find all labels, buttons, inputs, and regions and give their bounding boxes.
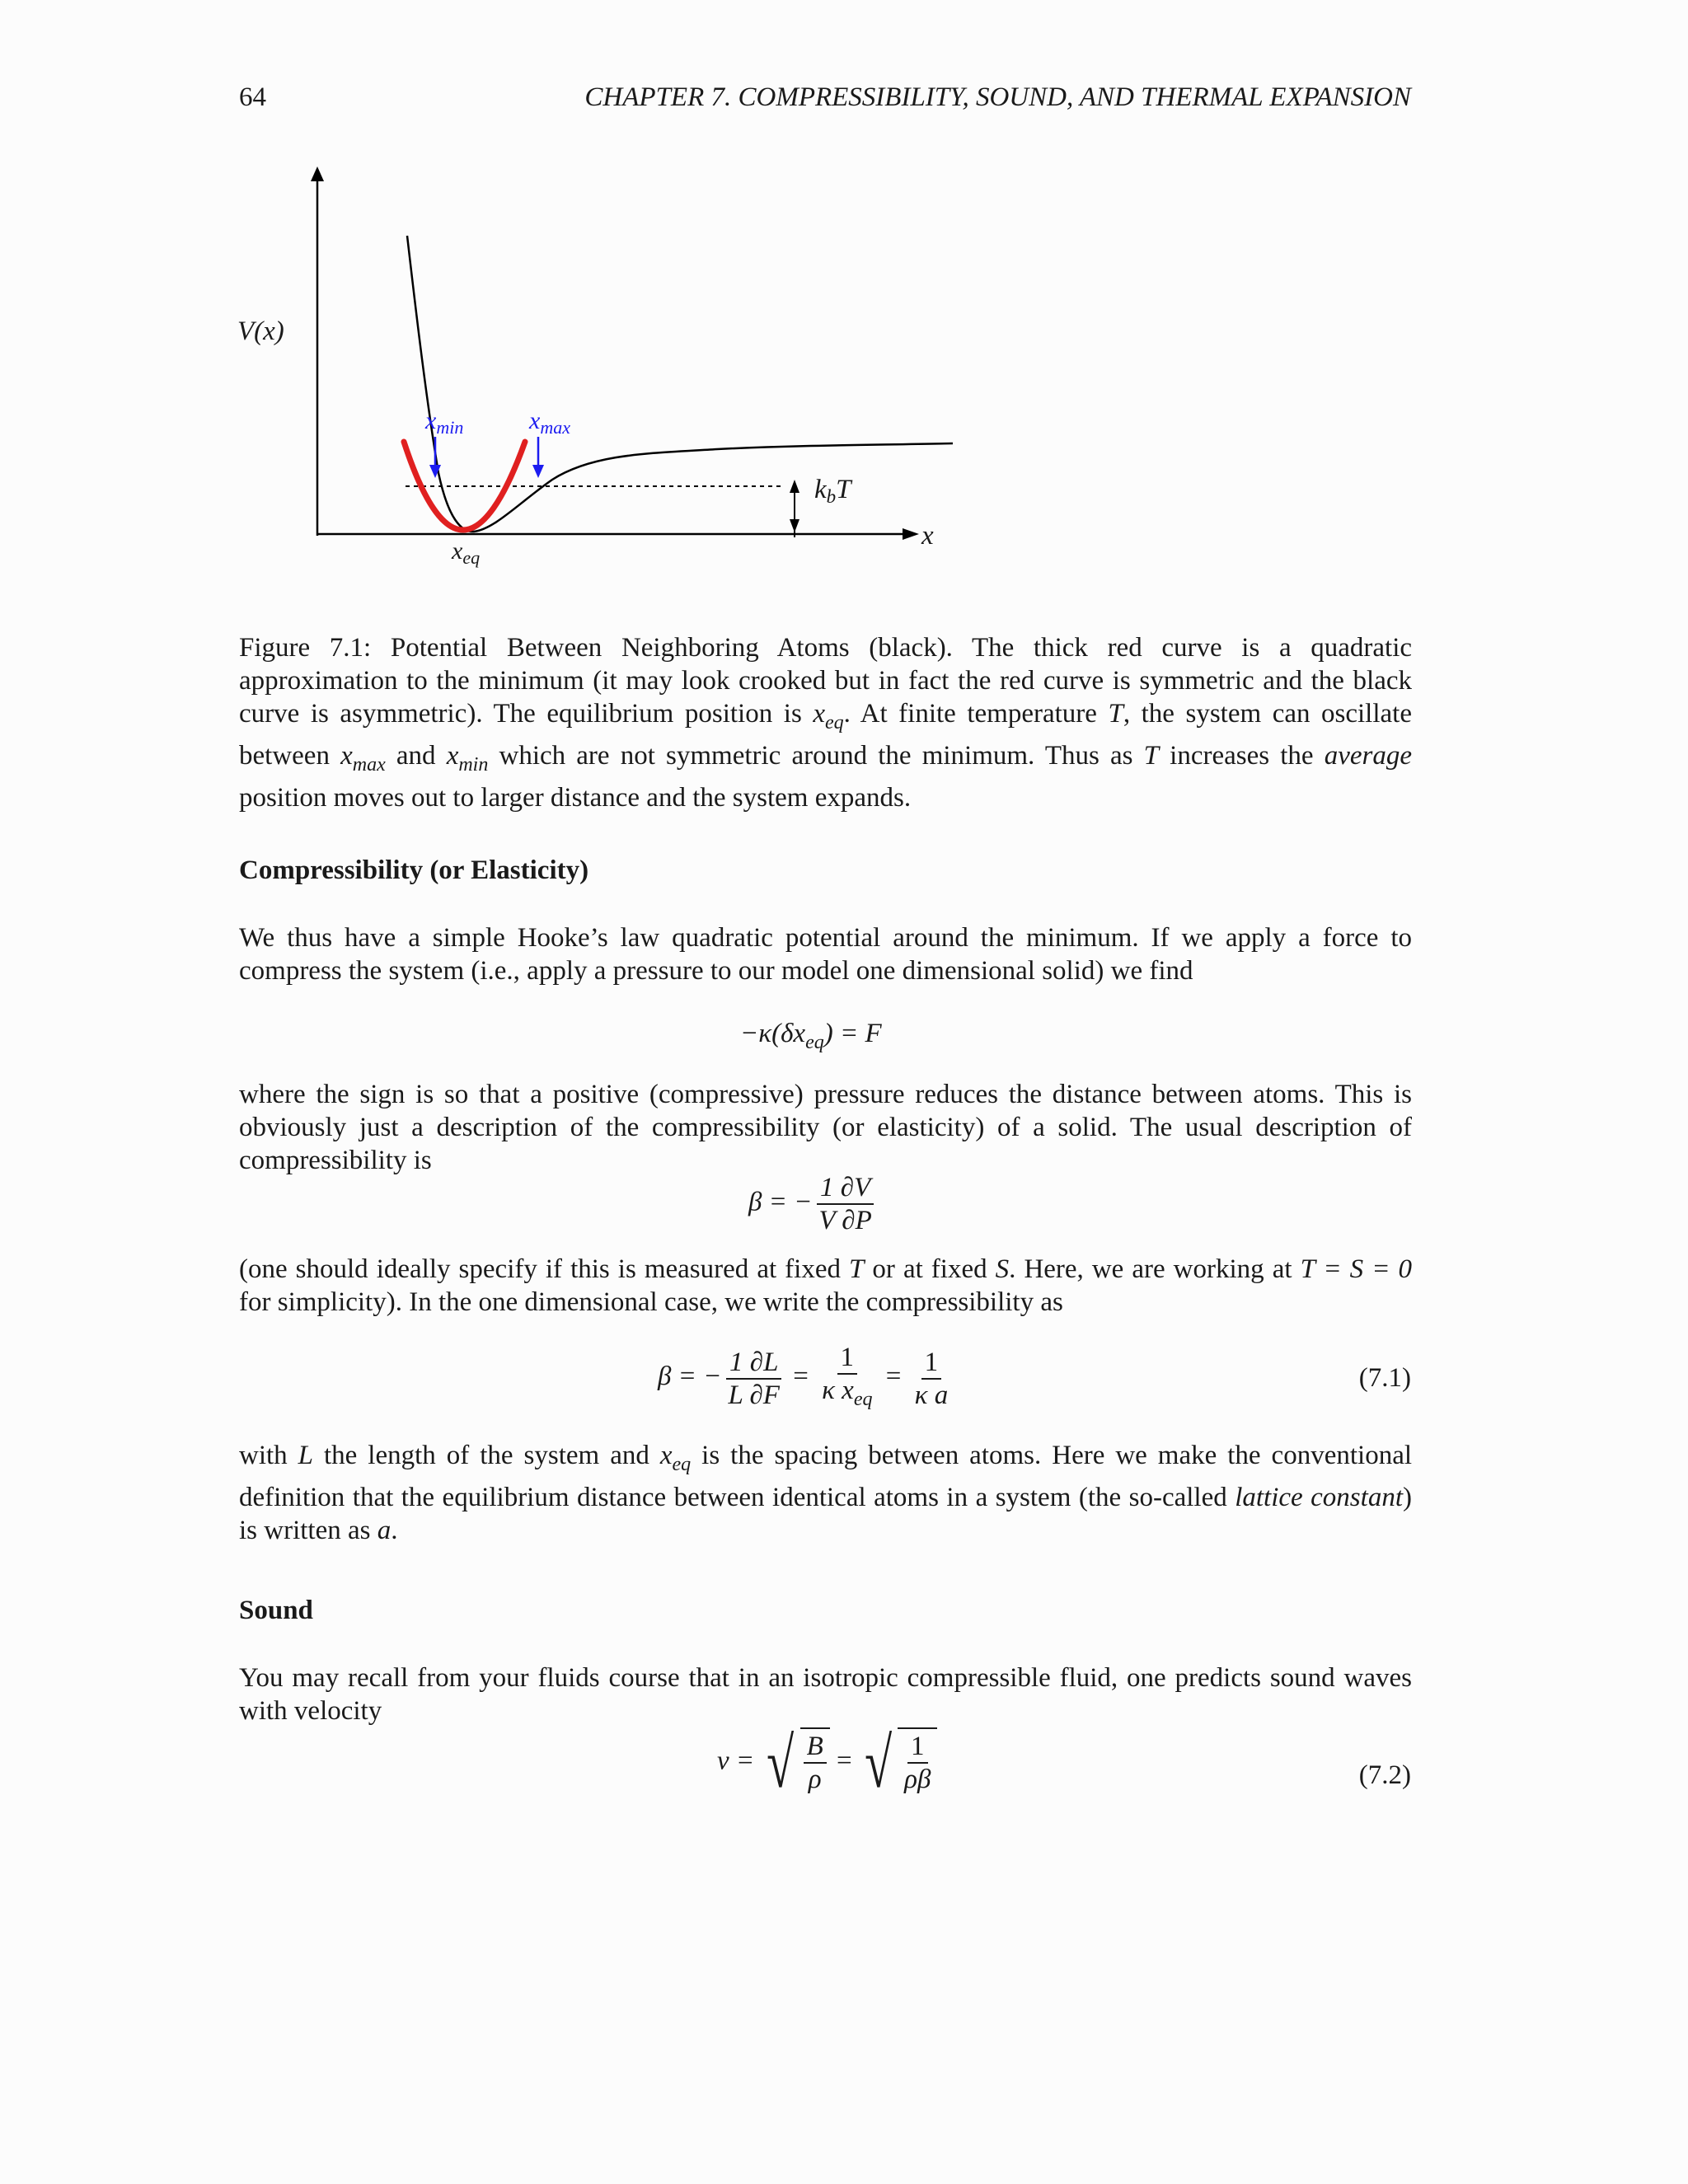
- section-title-sound: Sound: [239, 1596, 313, 1625]
- equation-compressibility-1d: β = − $\frac{1 \partial L}{L \partial F}$ = $\frac{1}{\kappa x_{eq}}$ = $\frac{1}{\text{κ a}}$: [658, 1343, 949, 1410]
- potential-curve: [407, 236, 953, 532]
- y-axis-label: V(x): [237, 316, 284, 346]
- paragraph-sign-convention: where the sign is so that a positive (compressive) pressure reduces the distance between atoms. This is obviously just a description of the compressibility (or elasticity) of a solid. The usual description of compressibility is: [239, 1080, 1412, 1175]
- x-min-label: $x_{min}$: [425, 407, 464, 438]
- x-eq-label: $x_{eq}$: [452, 537, 481, 568]
- equation-number-7-2: (7.2): [1358, 1760, 1411, 1790]
- x-max-label: $x_{max}$: [529, 407, 570, 438]
- y-axis-arrowhead: [311, 166, 324, 181]
- equation-compressibility-3d: β = − $\frac{1 \partial V}{V \partial P}$: [748, 1172, 879, 1236]
- equation-number-7-1: (7.1): [1358, 1363, 1411, 1393]
- equation-force: $-\kappa(\delta x_{eq}) = F$: [740, 1019, 882, 1053]
- x-axis-label: x: [921, 521, 934, 551]
- paragraph-sound-velocity: You may recall from your fluids course that in an isotropic compressible fluid, one predicts sound waves with velocity: [239, 1663, 1412, 1726]
- x-axis-arrowhead: [903, 528, 919, 540]
- paragraph-lattice-constant: with L the length of the system and $x_{eq}$ is the spacing between atoms. Here we make the conventional definition that the equilibrium distance between identical atoms in a system (the so-called lattice constant) is written as a.: [239, 1441, 1413, 1545]
- section-title-compressibility: Compressibility (or Elasticity): [239, 855, 589, 885]
- running-header: CHAPTER 7. COMPRESSIBILITY, SOUND, AND THERMAL EXPANSION: [584, 82, 1411, 112]
- figure-caption: Figure 7.1: Potential Between Neighboring Atoms (black). The thick red curve is a quadratic approximation to the minimum (it may look crooked but in fact the red curve is symmetric and the black curve is asymmetric). The equilibrium position is $x_{eq}$. At finite temperature T, the system can oscillate between $x_{max}$ and $x_{min}$ which are not symmetric around the minimum. Thus as T increases the average position moves out to larger distance and the system expands.: [239, 633, 1413, 813]
- caption-label: Figure 7.1:: [239, 633, 372, 663]
- equation-sound-velocity: v = √ $\frac{B}{\rho}$ = √ $\frac{1}{\rho\beta}$: [717, 1727, 937, 1798]
- page-number: 64: [239, 82, 266, 112]
- kbt-label: kbT: [814, 475, 851, 507]
- potential-figure: [223, 157, 981, 585]
- paragraph-hookes-law: We thus have a simple Hooke’s law quadratic potential around the minimum. If we apply a force to compress the system (i.e., apply a pressure to our model one dimensional solid) we find: [239, 923, 1412, 986]
- paragraph-fixed-t-or-s: (one should ideally specify if this is measured at fixed T or at fixed S. Here, we are working at T = S = 0 for simplicity). In the one dimensional case, we write the compressibility as: [239, 1254, 1413, 1317]
